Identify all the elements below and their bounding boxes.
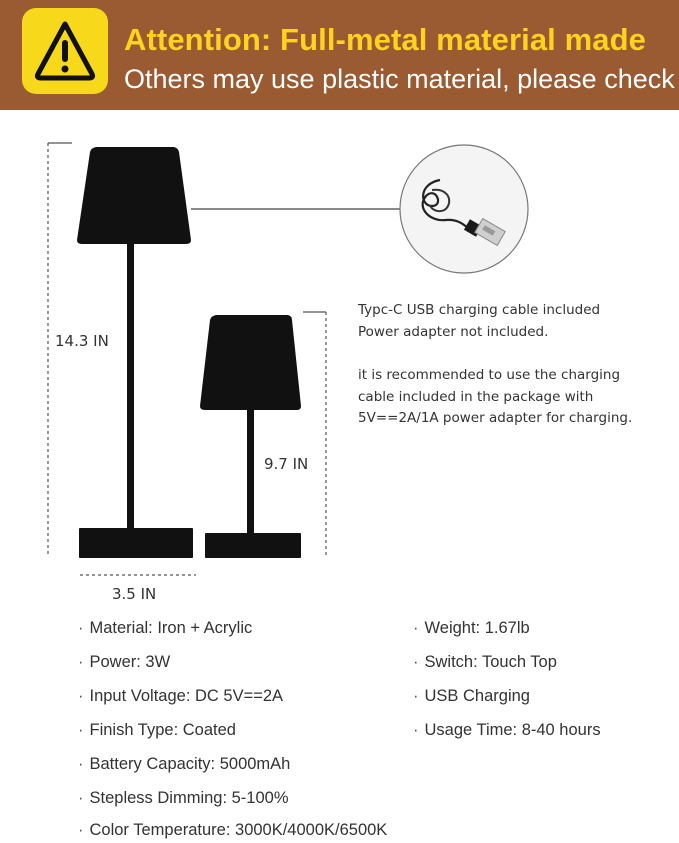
spec-item: · USB Charging: [413, 687, 530, 705]
cable-note-line: Power adapter not included.: [358, 323, 549, 340]
spec-item: · Input Voltage: DC 5V==2A: [78, 687, 284, 705]
recommend-note-line: it is recommended to use the charging: [358, 367, 621, 383]
tall-lamp: [77, 147, 193, 558]
spec-item: · Power: 3W: [78, 653, 171, 671]
spec-item: · Battery Capacity: 5000mAh: [78, 755, 291, 773]
usb-cable-icon: [400, 145, 528, 273]
tall-height-label: 14.3 IN: [55, 332, 109, 350]
banner-subtitle: Others may use plastic material, please check: [124, 64, 675, 94]
recommend-note-line: cable included in the package with: [358, 388, 594, 405]
recommend-note: [358, 365, 632, 430]
spec-item: · Material: Iron + Acrylic: [78, 619, 253, 637]
spec-item: · Stepless Dimming: 5-100%: [78, 789, 289, 807]
base-width-label: 3.5 IN: [112, 585, 157, 603]
spec-item: · Usage Time: 8-40 hours: [413, 721, 601, 739]
banner-title: Attention: Full-metal material made: [124, 22, 646, 57]
short-lamp: [200, 315, 301, 558]
recommend-note-line: 5V==2A/1A power adapter for charging.: [358, 410, 633, 426]
cable-note: [358, 300, 600, 343]
cable-note-line: Typc-C USB charging cable included: [358, 302, 601, 318]
spec-item: · Color Temperature: 3000K/4000K/6500K: [78, 821, 388, 839]
tall-dimension-line: [48, 143, 72, 557]
short-height-label: 9.7 IN: [264, 455, 309, 473]
short-dimension-line: [303, 312, 326, 557]
spec-item: · Weight: 1.67lb: [413, 619, 530, 637]
spec-item: · Finish Type: Coated: [78, 721, 236, 739]
spec-item: · Switch: Touch Top: [413, 653, 557, 671]
